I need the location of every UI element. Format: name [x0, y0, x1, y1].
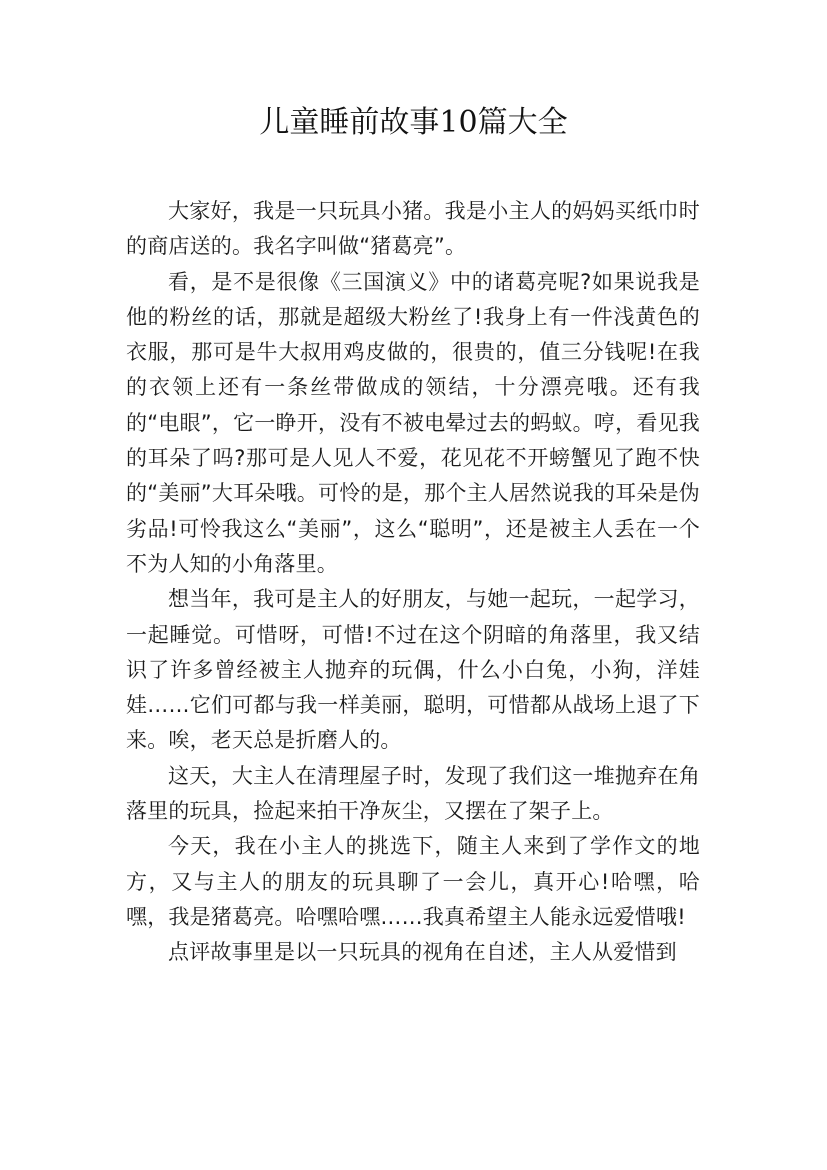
paragraph-today: 今天，我在小主人的挑选下，随主人来到了学作文的地方，又与主人的朋友的玩具聊了一会儿，真开心!哈嘿，哈嘿，我是猪葛亮。哈嘿哈嘿……我真希望主人能永远爱惜哦! — [126, 834, 700, 929]
paragraph-appearance: 看，是不是很像《三国演义》中的诸葛亮呢?如果说我是他的粉丝的话，那就是超级大粉丝了!我身上有一件浅黄色的衣服，那可是牛大叔用鸡皮做的，很贵的，值三分钱呢!在我的衣领上还有一条丝带做成的领结，十分漂亮哦。还有我的“电眼”，它一睁开，没有不被电晕过去的蚂蚁。哼，看见我的耳朵了吗?那可是人见人不爱，花见花不开螃蟹见了跑不快的“美丽”大耳朵哦。可怜的是，那个主人居然说我的耳朵是伪劣品!可怜我这么“美丽”，这么“聪明”，还是被主人丢在一个不为人知的小角落里。 — [126, 269, 700, 576]
document-body — [126, 194, 700, 971]
paragraph-comment: 点评故事里是以一只玩具的视角在自述，主人从爱惜到 — [168, 940, 677, 965]
paragraph-intro: 大家好，我是一只玩具小猪。我是小主人的妈妈买纸巾时的商店送的。我名字叫做“猪葛亮”。 — [126, 199, 700, 259]
document-title: 儿童睡前故事10篇大全 — [259, 105, 568, 140]
paragraph-memories: 想当年，我可是主人的好朋友，与她一起玩，一起学习，一起睡觉。可惜呀，可惜!不过在这个阴暗的角落里，我又结识了许多曾经被主人抛弃的玩偶，什么小白兔，小狗，洋娃娃……它们可都与我一样美丽，聪明，可惜都从战场上退了下来。唉，老天总是折磨人的。 — [126, 587, 700, 753]
paragraph-rescue: 这天，大主人在清理屋子时，发现了我们这一堆抛弃在角落里的玩具，捡起来拍干净灰尘，又摆在了架子上。 — [126, 763, 700, 824]
